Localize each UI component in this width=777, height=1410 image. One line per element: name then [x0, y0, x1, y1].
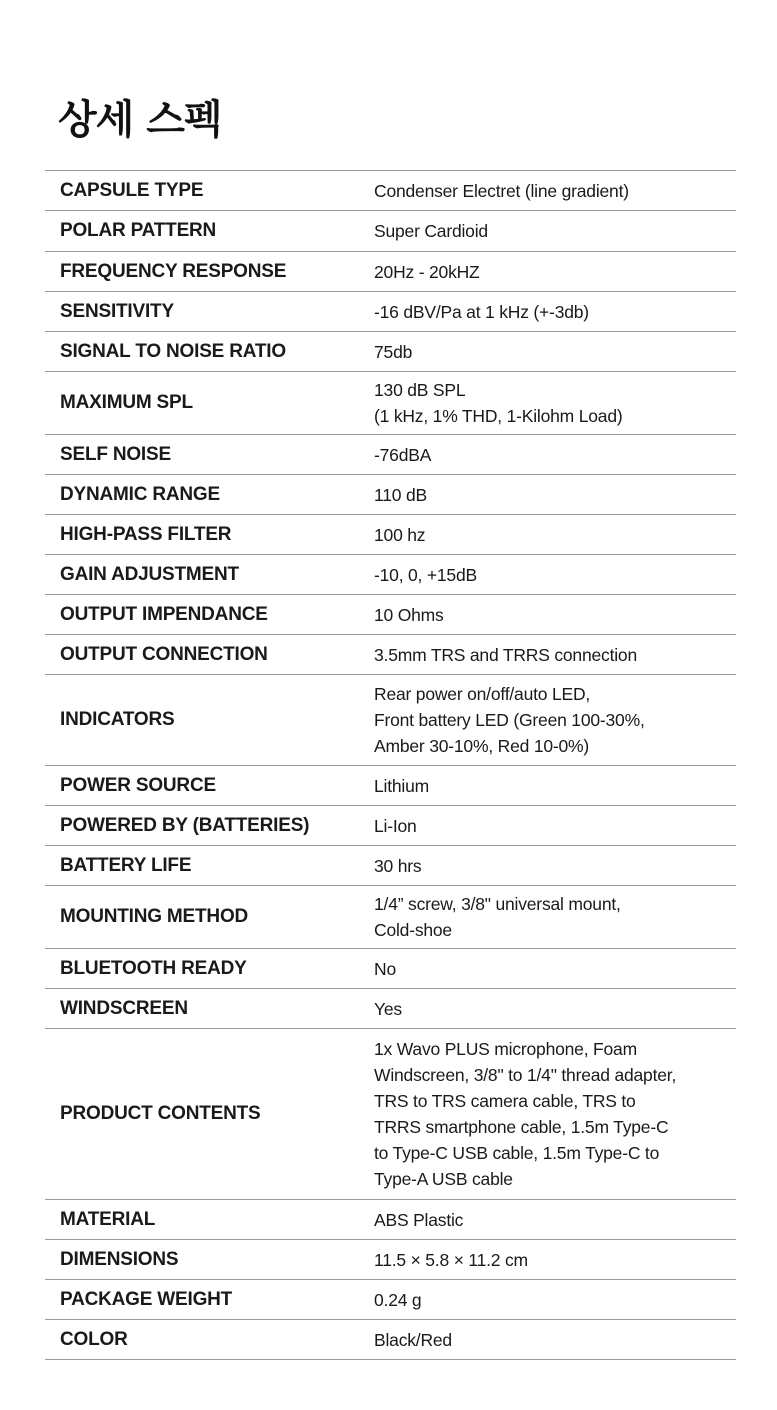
- spec-label: HIGH-PASS FILTER: [60, 523, 232, 545]
- spec-row: [45, 1029, 736, 1200]
- spec-value: -10, 0, +15dB: [374, 564, 477, 585]
- spec-row: [45, 171, 736, 211]
- spec-value: ABS Plastic: [374, 1209, 464, 1230]
- spec-label: OUTPUT CONNECTION: [60, 643, 268, 665]
- spec-value: 75db: [374, 341, 413, 362]
- spec-row: [45, 949, 736, 989]
- spec-table: [45, 170, 736, 1360]
- spec-label: INDICATORS: [60, 709, 175, 730]
- spec-label: POWERED BY (BATTERIES): [60, 814, 310, 836]
- spec-row: [45, 1200, 736, 1240]
- spec-row: [45, 595, 736, 635]
- spec-value: 110 dB: [374, 484, 427, 505]
- spec-value: 30 hrs: [374, 855, 422, 876]
- spec-row: [45, 846, 736, 886]
- page-title: 상세 스펙: [58, 97, 222, 143]
- spec-label: POLAR PATTERN: [60, 220, 217, 241]
- spec-label: COLOR: [60, 1328, 128, 1350]
- spec-label: MAXIMUM SPL: [60, 392, 193, 413]
- spec-value: Lithium: [374, 775, 430, 796]
- spec-row: [45, 1280, 736, 1320]
- spec-row: [45, 211, 736, 252]
- spec-row: [45, 989, 736, 1029]
- spec-row: [45, 515, 736, 555]
- spec-value: 1x Wavo PLUS microphone, Foam Windscreen, 3/8" to 1/4" thread adapter, TRS to TRS camera cable, TRS to TRRS smartphone cable, 1.5m Type-C to Type-C USB cable, 1.5m Type-C to Type-A USB cable: [374, 1039, 677, 1189]
- spec-value: Black/Red: [374, 1329, 452, 1350]
- spec-label: GAIN ADJUSTMENT: [60, 563, 239, 585]
- spec-label: DIMENSIONS: [60, 1248, 179, 1270]
- spec-row: [45, 886, 736, 949]
- spec-row: [45, 372, 736, 435]
- spec-label: SENSITIVITY: [60, 300, 174, 322]
- spec-label: SELF NOISE: [60, 443, 171, 465]
- spec-label: MATERIAL: [60, 1208, 156, 1230]
- spec-row: [45, 635, 736, 675]
- spec-label: WINDSCREEN: [60, 997, 188, 1019]
- spec-label: CAPSULE TYPE: [60, 179, 204, 201]
- spec-row: [45, 1240, 736, 1280]
- spec-row: [45, 475, 736, 515]
- spec-value: 3.5mm TRS and TRRS connection: [374, 644, 637, 665]
- spec-value: 100 hz: [374, 524, 426, 545]
- spec-value: 20Hz - 20kHZ: [374, 261, 480, 282]
- spec-row: [45, 292, 736, 332]
- spec-label: POWER SOURCE: [60, 774, 216, 796]
- spec-value: Super Cardioid: [374, 221, 488, 241]
- spec-label: OUTPUT IMPENDANCE: [60, 603, 268, 625]
- spec-label: MOUNTING METHOD: [60, 906, 249, 927]
- spec-row: [45, 766, 736, 806]
- spec-value: 11.5 × 5.8 × 11.2 cm: [374, 1249, 528, 1270]
- spec-value: 0.24 g: [374, 1289, 422, 1310]
- spec-row: [45, 252, 736, 292]
- spec-value: Rear power on/off/auto LED, Front battery LED (Green 100-30%, Amber 30-10%, Red 10-0%): [374, 684, 645, 756]
- spec-value: -76dBA: [374, 444, 432, 465]
- spec-value: 1/4” screw, 3/8" universal mount, Cold-shoe: [374, 894, 621, 940]
- spec-row: [45, 555, 736, 595]
- spec-value: Condenser Electret (line gradient): [374, 180, 629, 201]
- spec-value: No: [374, 958, 396, 979]
- spec-label: DYNAMIC RANGE: [60, 483, 220, 505]
- spec-value: Li-Ion: [374, 815, 417, 836]
- spec-label: FREQUENCY RESPONSE: [60, 260, 287, 282]
- spec-value: 130 dB SPL (1 kHz, 1% THD, 1-Kilohm Load): [374, 380, 623, 426]
- spec-row: [45, 1320, 736, 1360]
- spec-row: [45, 435, 736, 475]
- spec-value: -16 dBV/Pa at 1 kHz (+-3db): [374, 301, 589, 322]
- spec-value: 10 Ohms: [374, 604, 444, 625]
- spec-label: BATTERY LIFE: [60, 854, 192, 876]
- spec-value: Yes: [374, 998, 402, 1019]
- spec-label: SIGNAL TO NOISE RATIO: [60, 340, 286, 362]
- spec-label: PRODUCT CONTENTS: [60, 1103, 261, 1124]
- spec-label: BLUETOOTH READY: [60, 957, 247, 979]
- spec-row: [45, 675, 736, 766]
- spec-row: [45, 332, 736, 372]
- spec-row: [45, 806, 736, 846]
- spec-label: PACKAGE WEIGHT: [60, 1288, 233, 1310]
